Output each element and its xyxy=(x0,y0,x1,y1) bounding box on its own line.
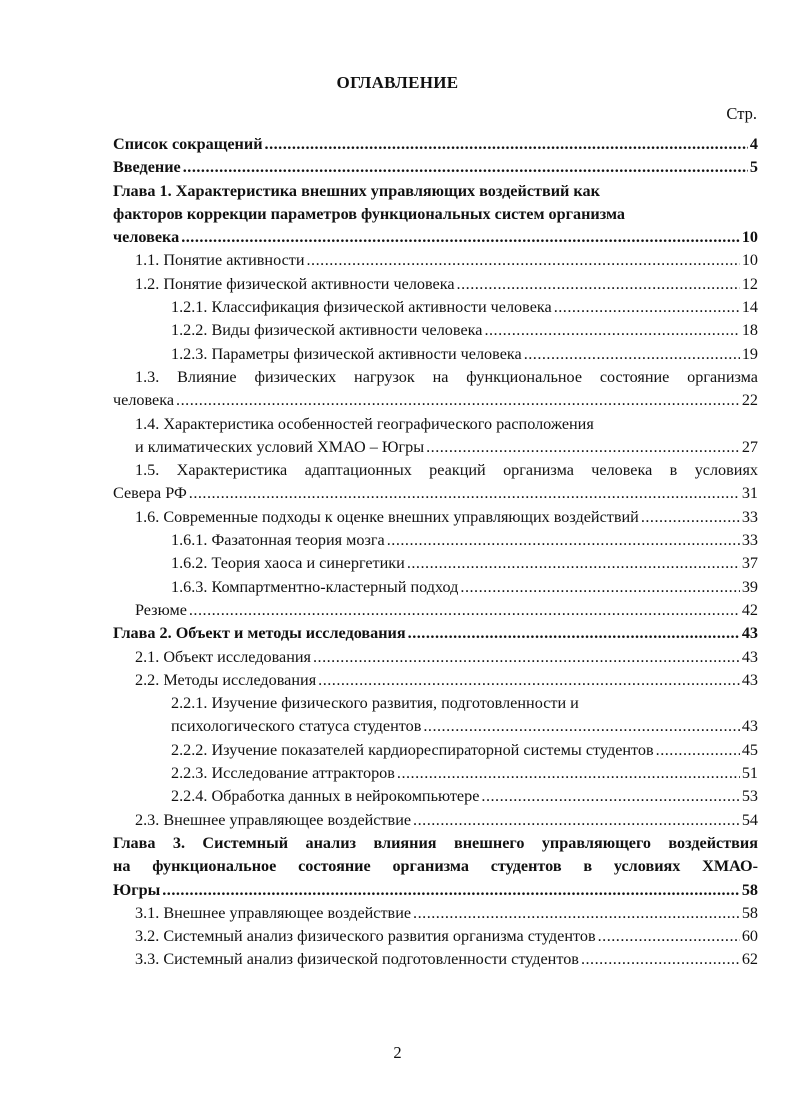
toc-entry-row xyxy=(113,133,758,156)
toc-entry-row xyxy=(113,552,758,575)
toc-entry-title: 1.2.1. Классификация физической активности человека xyxy=(171,298,552,317)
toc-entry-title: 1.1. Понятие активности xyxy=(135,251,305,270)
toc-entry-row xyxy=(113,319,758,342)
toc-page-number: 58 xyxy=(741,880,758,899)
toc-entry[interactable] xyxy=(113,156,758,179)
toc-page-number: 31 xyxy=(741,484,758,503)
toc-leader-dots xyxy=(423,715,739,738)
toc-page-number: 22 xyxy=(741,391,758,410)
toc-entry-line: Глава 3. Системный анализ влияния внешнего управляющего воздействия xyxy=(113,833,758,852)
toc-page-number: 51 xyxy=(741,764,758,783)
toc-entry-title: человека xyxy=(113,391,175,410)
toc-entry[interactable] xyxy=(113,739,758,762)
toc-entry[interactable] xyxy=(113,948,758,971)
toc-leader-dots xyxy=(265,133,748,156)
toc-page-number: 43 xyxy=(741,670,758,689)
table-of-contents xyxy=(113,133,758,972)
toc-entry[interactable] xyxy=(113,902,758,925)
toc-entry-row xyxy=(113,739,758,762)
toc-entry-row xyxy=(113,669,758,692)
toc-leader-dots xyxy=(181,226,740,249)
toc-leader-dots xyxy=(307,249,740,272)
toc-leader-dots xyxy=(162,879,740,902)
toc-entry[interactable] xyxy=(113,576,758,599)
toc-page-number: 58 xyxy=(741,903,758,922)
toc-entry-row xyxy=(113,809,758,832)
toc-leader-dots xyxy=(387,529,740,552)
toc-page-number: 45 xyxy=(741,740,758,759)
toc-leader-dots xyxy=(407,552,740,575)
toc-entry[interactable] xyxy=(113,249,758,272)
toc-entry-title: 2.2.3. Исследование аттракторов xyxy=(171,764,395,783)
toc-entry[interactable] xyxy=(113,506,758,529)
toc-leader-dots xyxy=(183,156,748,179)
toc-entry-line: 1.3. Влияние физических нагрузок на функциональное состояние организма xyxy=(135,367,758,386)
toc-entry-row xyxy=(113,925,758,948)
toc-leader-dots xyxy=(554,296,740,319)
toc-leader-dots xyxy=(484,319,739,342)
toc-entry-row xyxy=(113,226,758,249)
toc-entry-title: 3.2. Системный анализ физического развития организма студентов xyxy=(135,927,596,946)
toc-leader-dots xyxy=(318,669,740,692)
toc-entry-title: психологического статуса студентов xyxy=(171,717,422,736)
toc-page-number: 12 xyxy=(741,274,758,293)
toc-entry-row xyxy=(113,296,758,319)
toc-entry-row xyxy=(113,436,758,459)
toc-entry-line: факторов коррекции параметров функциональных систем организма xyxy=(113,204,626,223)
toc-entry-title: 2.3. Внешнее управляющее воздействие xyxy=(135,810,412,829)
toc-leader-dots xyxy=(189,482,740,505)
toc-entry-line: 1.4. Характеристика особенностей географического расположения xyxy=(135,414,594,433)
toc-leader-dots xyxy=(397,762,740,785)
toc-entry-title: 1.6. Современные подходы к оценке внешних управляющих воздействий xyxy=(135,507,639,526)
toc-entry[interactable] xyxy=(113,622,758,645)
toc-entry-title: 1.2. Понятие физической активности человека xyxy=(135,274,455,293)
toc-entry-row xyxy=(113,646,758,669)
toc-entry[interactable] xyxy=(113,669,758,692)
toc-page-number: 5 xyxy=(749,158,758,177)
toc-entry-row xyxy=(113,948,758,971)
toc-entry-row xyxy=(113,506,758,529)
toc-entry-title: 2.2.4. Обработка данных в нейрокомпьютере xyxy=(171,787,480,806)
toc-entry-title: 1.2.2. Виды физической активности человека xyxy=(171,321,483,340)
toc-entry-row xyxy=(113,622,758,645)
toc-entry[interactable] xyxy=(113,809,758,832)
toc-leader-dots xyxy=(413,902,740,925)
toc-entry[interactable] xyxy=(113,459,758,506)
toc-page-number: 42 xyxy=(741,600,758,619)
toc-entry-title: Югры xyxy=(113,880,161,899)
toc-entry-title: Список сокращений xyxy=(113,135,263,153)
toc-leader-dots xyxy=(460,576,739,599)
toc-page-number: 43 xyxy=(741,647,758,666)
toc-entry-title: 3.1. Внешнее управляющее воздействие xyxy=(135,903,412,922)
toc-entry[interactable] xyxy=(113,319,758,342)
toc-entry[interactable] xyxy=(113,646,758,669)
toc-entry-row xyxy=(113,576,758,599)
toc-entry[interactable] xyxy=(113,925,758,948)
page-title: ОГЛАВЛЕНИЕ xyxy=(336,73,459,92)
toc-entry-line: 2.2.1. Изучение физического развития, подготовленности и xyxy=(171,694,579,713)
toc-entry[interactable] xyxy=(113,529,758,552)
toc-leader-dots xyxy=(313,646,740,669)
toc-entry-row xyxy=(113,762,758,785)
toc-entry-row xyxy=(113,785,758,808)
toc-entry-row xyxy=(113,529,758,552)
toc-entry-title: 1.6.3. Компартментно-кластерный подход xyxy=(171,577,459,596)
toc-entry-title: 2.1. Объект исследования xyxy=(135,647,311,666)
toc-entry-row xyxy=(113,902,758,925)
toc-page-number: 43 xyxy=(741,717,758,736)
toc-entry-line: Глава 1. Характеристика внешних управляющих воздействий как xyxy=(113,181,600,200)
toc-page-number: 14 xyxy=(741,298,758,317)
toc-entry-title: 1.6.1. Фазатонная теория мозга xyxy=(171,531,385,550)
toc-leader-dots xyxy=(457,273,740,296)
toc-page-number: 60 xyxy=(741,927,758,946)
toc-page-number: 10 xyxy=(741,228,758,247)
toc-leader-dots xyxy=(581,948,740,971)
toc-entry-title: Введение xyxy=(113,158,181,177)
toc-entry-row xyxy=(113,879,758,902)
toc-leader-dots xyxy=(408,622,740,645)
toc-leader-dots xyxy=(413,809,740,832)
toc-page-number: 10 xyxy=(741,251,758,270)
toc-entry-row xyxy=(113,389,758,412)
toc-entry-row xyxy=(113,156,758,179)
toc-page-number: 27 xyxy=(741,437,758,456)
toc-leader-dots xyxy=(641,506,740,529)
toc-entry[interactable] xyxy=(113,343,758,366)
toc-page-number: 39 xyxy=(741,577,758,596)
toc-entry-title: человека xyxy=(113,228,180,247)
toc-entry-title: Севера РФ xyxy=(113,484,187,503)
toc-entry-line: на функциональное состояние организма студентов в условиях ХМАО- xyxy=(113,857,758,876)
toc-page-number: 43 xyxy=(741,624,758,643)
toc-page-number: 62 xyxy=(741,950,758,969)
toc-leader-dots xyxy=(524,343,740,366)
page-number: 2 xyxy=(393,1043,402,1062)
toc-entry-title: Глава 2. Объект и методы исследования xyxy=(113,624,406,643)
toc-page-number: 4 xyxy=(749,135,758,153)
toc-entry[interactable] xyxy=(113,296,758,319)
toc-entry[interactable] xyxy=(113,832,758,902)
toc-entry[interactable] xyxy=(113,762,758,785)
toc-leader-dots xyxy=(598,925,740,948)
toc-leader-dots xyxy=(481,785,739,808)
toc-page-number: 54 xyxy=(741,810,758,829)
toc-entry[interactable] xyxy=(113,273,758,296)
toc-page-number: 53 xyxy=(741,787,758,806)
toc-entry[interactable] xyxy=(113,133,758,156)
toc-entry-line: 1.5. Характеристика адаптационных реакций организма человека в условиях xyxy=(135,461,758,480)
toc-entry-title: 2.2. Методы исследования xyxy=(135,670,317,689)
toc-entry-row xyxy=(113,273,758,296)
toc-entry-title: 3.3. Системный анализ физической подготовленности студентов xyxy=(135,950,579,969)
toc-entry[interactable] xyxy=(113,413,758,460)
toc-entry[interactable] xyxy=(113,552,758,575)
toc-entry-title: и климатических условий ХМАО – Югры xyxy=(135,437,425,456)
toc-entry-title: 1.6.2. Теория хаоса и синергетики xyxy=(171,554,405,573)
toc-entry-title: 1.2.3. Параметры физической активности человека xyxy=(171,344,522,363)
toc-entry-title: 2.2.2. Изучение показателей кардиореспираторной системы студентов xyxy=(171,740,654,759)
toc-entry-title: Резюме xyxy=(135,600,187,619)
toc-entry-row xyxy=(113,715,758,738)
page-column-label: Стр. xyxy=(726,104,757,123)
toc-leader-dots xyxy=(426,436,740,459)
toc-leader-dots xyxy=(189,599,740,622)
toc-entry[interactable] xyxy=(113,180,758,250)
toc-entry[interactable] xyxy=(113,692,758,739)
toc-entry[interactable] xyxy=(113,366,758,413)
toc-leader-dots xyxy=(656,739,740,762)
toc-leader-dots xyxy=(176,389,740,412)
toc-page-number: 18 xyxy=(741,321,758,340)
toc-entry-row xyxy=(113,599,758,622)
toc-entry-row xyxy=(113,343,758,366)
toc-entry-row xyxy=(113,249,758,272)
toc-page-number: 33 xyxy=(741,507,758,526)
toc-entry-row xyxy=(113,482,758,505)
toc-page-number: 37 xyxy=(741,554,758,573)
toc-entry[interactable] xyxy=(113,785,758,808)
toc-entry[interactable] xyxy=(113,599,758,622)
toc-page-number: 19 xyxy=(741,344,758,363)
toc-page-number: 33 xyxy=(741,531,758,550)
